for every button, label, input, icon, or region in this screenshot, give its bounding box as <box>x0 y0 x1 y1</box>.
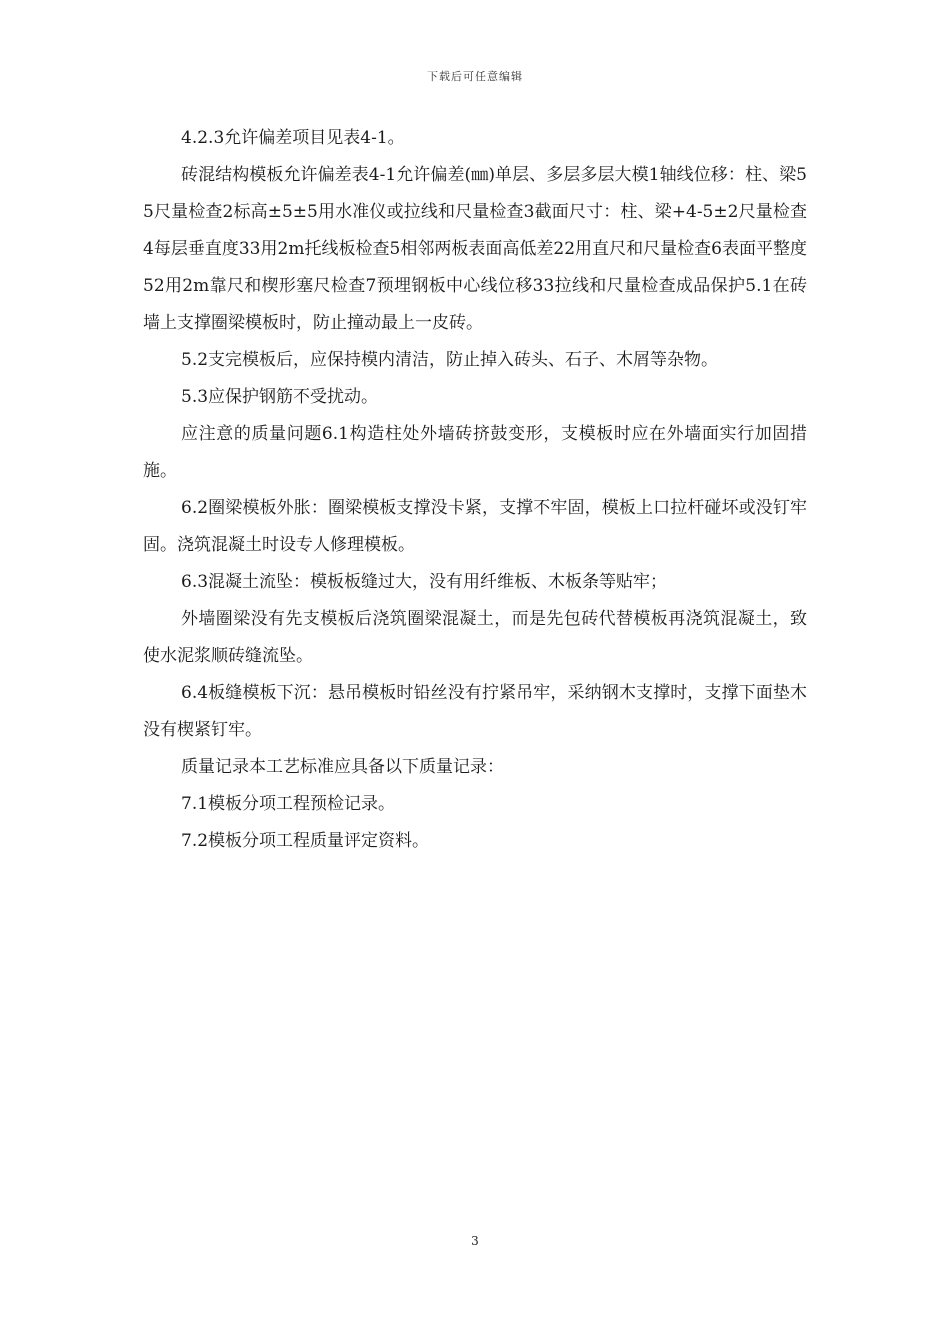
paragraph: 6.4板缝模板下沉：悬吊模板时铅丝没有拧紧吊牢，采纳钢木支撑时，支撑下面垫木没有楔紧钉牢。 <box>143 683 807 740</box>
paragraph: 应注意的质量问题6.1构造柱处外墙砖挤鼓变形，支模板时应在外墙面实行加固措施。 <box>143 424 807 481</box>
paragraph: 7.1模板分项工程预检记录。 <box>181 794 396 814</box>
paragraph: 砖混结构模板允许偏差表4-1允许偏差(㎜)单层、多层多层大模1轴线位移：柱、梁55尺量检查2标高±5±5用水准仪或拉线和尺量检查3截面尺寸：柱、梁+4-5±2尺量检查4每层垂直度33用2m托线板检查5相邻两板表面高低差22用直尺和尺量检查6表面平整度52用2m靠尺和楔形塞尺检查7预埋钢板中心线位移33拉线和尺量检查成品保护5.1在砖墙上支撑圈梁模板时，防止撞动最上一皮砖。 <box>143 165 807 333</box>
paragraph: 5.2支完模板后，应保持模内清洁，防止掉入砖头、石子、木屑等杂物。 <box>181 350 719 370</box>
page-header: 下载后可任意编辑 <box>427 70 523 83</box>
paragraph: 4.2.3允许偏差项目见表4-1。 <box>181 128 405 148</box>
paragraph: 6.3混凝土流坠：模板板缝过大，没有用纤维板、木板条等贴牢； <box>181 572 668 592</box>
paragraph: 5.3应保护钢筋不受扰动。 <box>181 387 379 407</box>
paragraph: 6.2圈梁模板外胀：圈梁模板支撑没卡紧，支撑不牢固，模板上口拉杆碰坏或没钉牢固。浇筑混凝土时设专人修理模板。 <box>143 498 807 555</box>
page-number: 3 <box>471 1234 479 1248</box>
paragraph: 质量记录本工艺标准应具备以下质量记录： <box>181 757 504 777</box>
paragraph: 外墙圈梁没有先支模板后浇筑圈梁混凝土，而是先包砖代替模板再浇筑混凝土，致使水泥浆顺砖缝流坠。 <box>143 609 807 666</box>
document-body <box>143 120 807 860</box>
paragraph: 7.2模板分项工程质量评定资料。 <box>181 831 430 851</box>
